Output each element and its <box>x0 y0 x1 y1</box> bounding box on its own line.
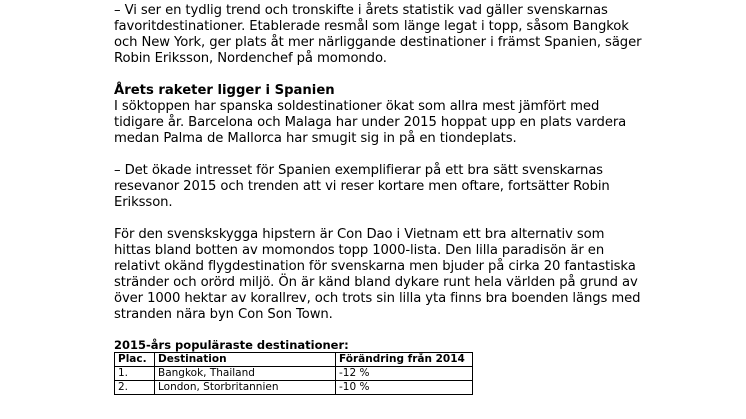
table-header-row <box>115 353 473 367</box>
document-page <box>114 3 644 395</box>
cell-change: -10 % <box>336 381 473 395</box>
paragraph-quote-trend: – Vi ser en tydlig trend och tronskifte i årets statistik vad gäller svenskarnas favoritdestinationer. Etablerade resmål som länge legat i topp, såsom Bangkok och New York, ger plats åt mer närliggande destinationer i främst Spanien, säger Robin Eriksson, Nordenchef på momondo. <box>114 3 642 66</box>
paragraph-con-dao: För den svenskskygga hipstern är Con Dao i Vietnam ett bra alternativ som hittas bland botten av momondos topp 1000-lista. Den lilla paradisön är en relativt okänd flygdestination för svenskarna men bjuder på cirka 20 fantastiska stränder och orörd miljö. Ön är känd bland dykare runt hela världen på grund av över 1000 hektar av korallrev, och trots sin lilla yta finns bra boenden längs med stranden nära byn Con Son Town. <box>114 227 641 322</box>
table-row <box>115 367 473 381</box>
cell-destination: Bangkok, Thailand <box>155 367 336 381</box>
header-change: Förändring från 2014 <box>336 353 473 367</box>
cell-destination: London, Storbritannien <box>155 381 336 395</box>
cell-place: 2. <box>115 381 155 395</box>
section-heading: Årets raketer ligger i Spanien <box>114 83 335 98</box>
destinations-table <box>114 352 473 395</box>
paragraph-quote-spain: – Det ökade intresset för Spanien exemplifierar på ett bra sätt svenskarnas resevanor 2015 och trenden att vi reser kortare men oftare, fortsätter Robin Eriksson. <box>114 163 610 210</box>
header-destination: Destination <box>155 353 336 367</box>
header-place: Plac. <box>115 353 155 367</box>
table-title: 2015-års populäraste destinationer: <box>114 338 349 352</box>
cell-place: 1. <box>115 367 155 381</box>
cell-change: -12 % <box>336 367 473 381</box>
table-row <box>115 381 473 395</box>
paragraph-spain: I söktoppen har spanska soldestinationer ökat som allra mest jämfört med tidigare år. Barcelona och Malaga har under 2015 hoppat upp en plats vardera medan Palma de Mallorca har smugit sig in på en tiondeplats. <box>114 99 627 146</box>
